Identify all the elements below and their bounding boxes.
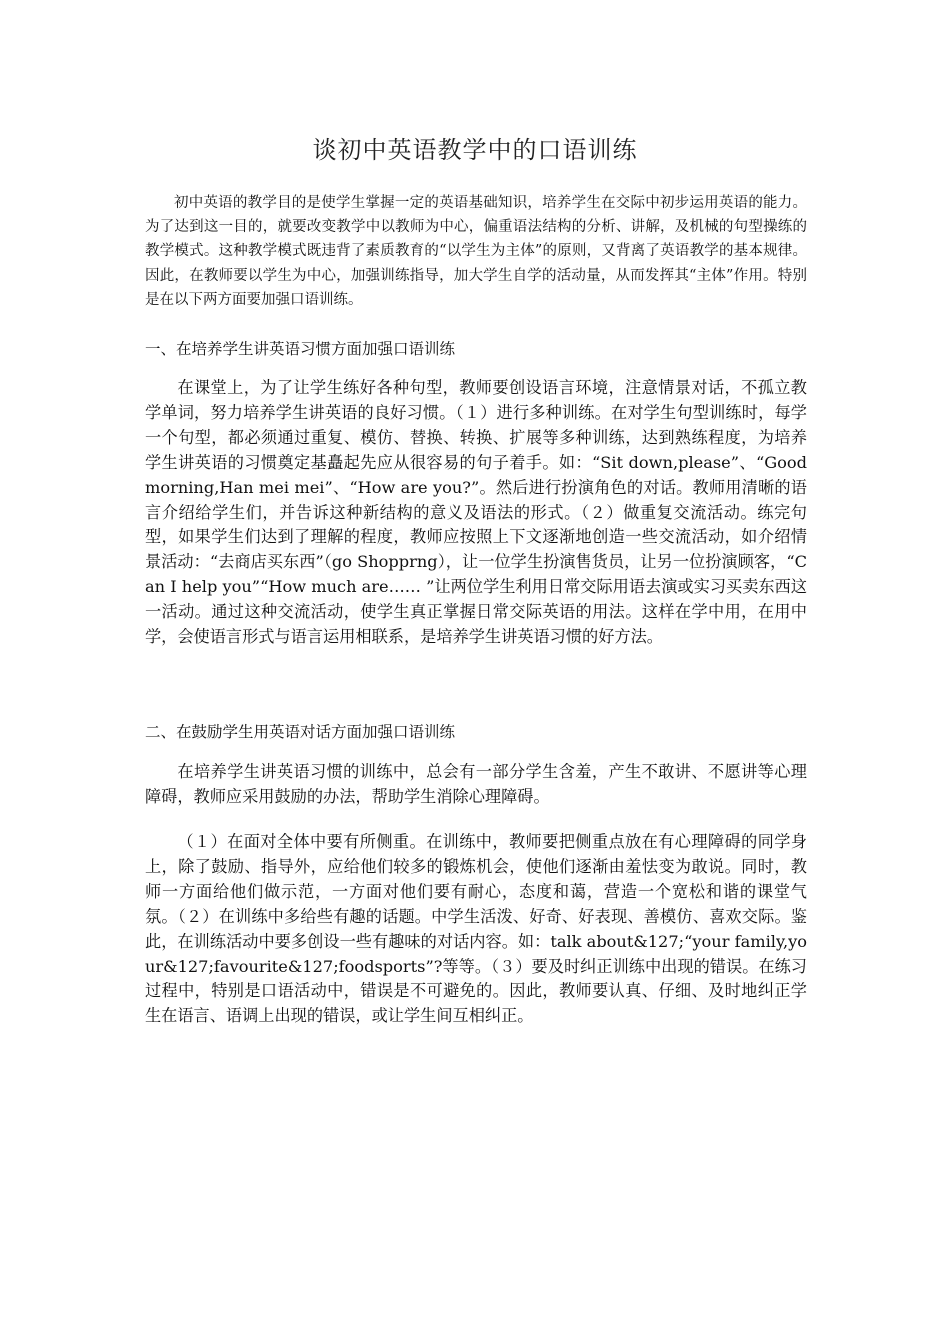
section-2-heading: 二、在鼓励学生用英语对话方面加强口语训练 <box>145 723 456 741</box>
section-1-heading: 一、在培养学生讲英语习惯方面加强口语训练 <box>145 340 456 358</box>
section-1-paragraph: 在课堂上，为了让学生练好各种句型，教师要创设语言环境，注意情景对话，不孤立教学单词，努力培养学生讲英语的良好习惯。（１）进行多种训练。在对学生句型训练时，每学一个句型，都必须通过重复、模仿、替换、转换、扩展等多种训练，达到熟练程度，为培养学生讲英语的习惯奠定基矗起先应从很容易的句子着手。如：“Sit down,please”、“Good morning,Han mei mei”、“How are you?”。然后进行扮演角色的对话。教师用清晰的语言介绍给学生们，并告诉这种新结构的意义及语法的形式。（２）做重复交流活动。练完句型，如果学生们达到了理解的程度，教师应按照上下文逐渐地创造一些交流活动，如介绍情景活动：“去商店买东西”（go Shopprng），让一位学生扮演售货员，让另一位扮演顾客，“Can I help you”“How much are…… ”让两位学生利用日常交际用语去演或实习买卖东西这一活动。通过这种交流活动，使学生真正掌握日常交际英语的用法。这样在学中用，在用中学，会使语言形式与语言运用相联系，是培养学生讲英语习惯的好方法。 <box>145 378 807 647</box>
section-2-paragraph-1: 在培养学生讲英语习惯的训练中，总会有一部分学生含羞，产生不敢讲、不愿讲等心理障碍，教师应采用鼓励的办法，帮助学生消除心理障碍。 <box>145 762 807 806</box>
document-title: 谈初中英语教学中的口语训练 <box>312 136 638 164</box>
intro-paragraph: 初中英语的教学目的是使学生掌握一定的英语基础知识，培养学生在交际中初步运用英语的能力。为了达到这一目的，就要改变教学中以教师为中心，偏重语法结构的分析、讲解，及机械的句型操练的教学模式。这种教学模式既违背了素质教育的“以学生为主体”的原则，又背离了英语教学的基本规律。因此，在教师要以学生为中心，加强训练指导，加大学生自学的活动量，从而发挥其“主体”作用。特别是在以下两方面要加强口语训练。 <box>145 195 807 308</box>
section-2-paragraph-2: （１）在面对全体中要有所侧重。在训练中，教师要把侧重点放在有心理障碍的同学身上，除了鼓励、指导外，应给他们较多的锻炼机会，使他们逐渐由羞怯变为敢说。同时，教师一方面给他们做示范，一方面对他们要有耐心，态度和蔼，营造一个宽松和谐的课堂气氛。（２）在训练中多给些有趣的话题。中学生活泼、好奇、好表现、善模仿、喜欢交际。鉴此，在训练活动中要多创设一些有趣味的对话内容。如：talk about&127;“your family,your&127;favourite&127;foodsports”?等等。（３）要及时纠正训练中出现的错误。在练习过程中，特别是口语活动中，错误是不可避免的。因此，教师要认真、仔细、及时地纠正学生在语言、语调上出现的错误，或让学生间互相纠正。 <box>145 832 807 1026</box>
